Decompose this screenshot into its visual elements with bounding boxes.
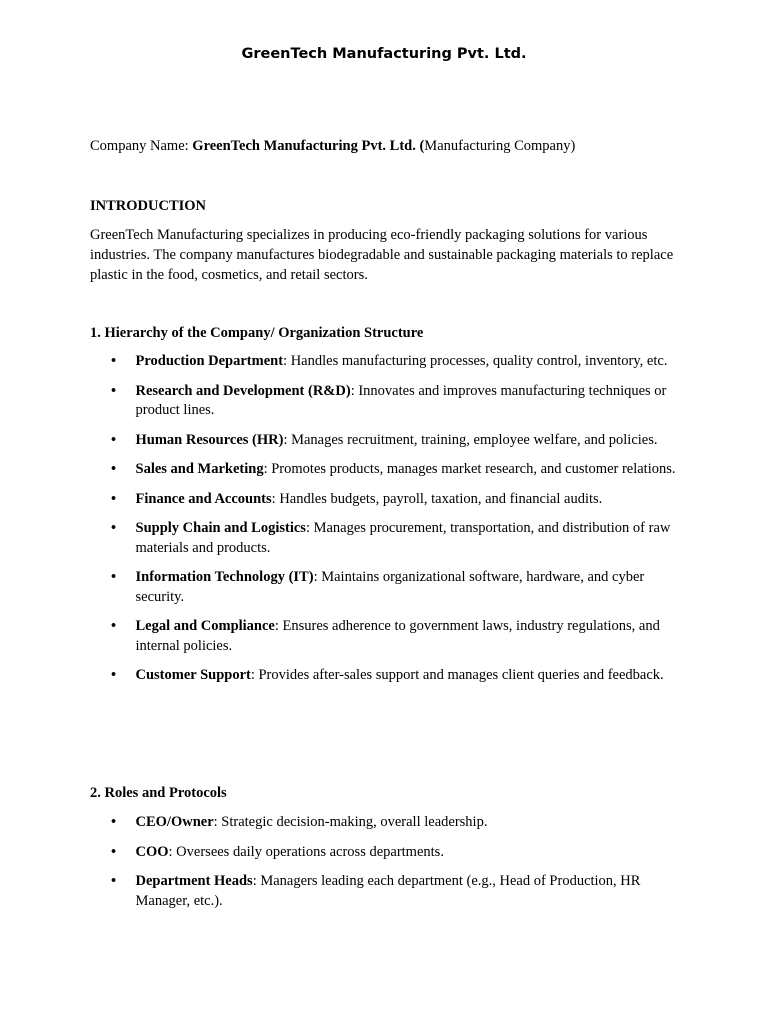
item-term: Human Resources (HR)	[135, 431, 284, 448]
hierarchy-list	[90, 352, 682, 696]
introduction-text: GreenTech Manufacturing specializes in producing eco-friendly packaging solutions for various industries. The company manufactures biodegradable and sustainable packaging materials to replace plastic in the food, cosmetics, and retail sectors.	[90, 227, 674, 283]
list-item	[90, 431, 682, 451]
list-item	[90, 568, 682, 607]
item-term: Research and Development (R&D)	[135, 382, 351, 399]
item-term: Information Technology (IT)	[135, 569, 314, 585]
item-description: : Strategic decision-making, overall leadership.	[213, 814, 488, 830]
item-term: Sales and Marketing	[135, 461, 264, 477]
list-item	[90, 872, 682, 911]
list-item	[90, 813, 682, 833]
company-type: Manufacturing Company)	[424, 138, 576, 154]
item-term: Legal and Compliance	[135, 618, 275, 634]
item-description: : Manages procurement, transportation, and distribution of raw materials and products.	[135, 520, 671, 556]
bullet-icon: •	[111, 382, 117, 399]
item-description: : Manages recruitment, training, employee welfare, and policies.	[283, 431, 658, 448]
company-name-line	[90, 136, 690, 156]
item-description: : Promotes products, manages market research, and customer relations.	[263, 461, 676, 477]
roles-heading: 2. Roles and Protocols	[90, 785, 227, 801]
bullet-icon: •	[111, 569, 117, 585]
hierarchy-heading: 1. Hierarchy of the Company/ Organization Structure	[90, 325, 424, 341]
list-item	[90, 617, 682, 656]
bullet-icon: •	[111, 843, 117, 860]
bullet-icon: •	[111, 618, 117, 634]
list-item	[90, 382, 682, 421]
item-description: : Maintains organizational software, hardware, and cyber security.	[135, 569, 645, 605]
item-description: : Innovates and improves manufacturing techniques or product lines.	[135, 382, 667, 418]
item-term: Customer Support	[135, 667, 251, 683]
item-term: Production Department	[135, 353, 284, 369]
company-name-value: GreenTech Manufacturing Pvt. Ltd. (	[192, 138, 425, 154]
list-item	[90, 460, 682, 480]
item-description: : Handles manufacturing processes, quality control, inventory, etc.	[283, 353, 668, 369]
list-item	[90, 490, 682, 510]
item-description: : Ensures adherence to government laws, industry regulations, and internal policies.	[135, 618, 660, 654]
company-name-label: Company Name:	[90, 138, 193, 154]
bullet-icon: •	[111, 461, 117, 477]
item-description: : Oversees daily operations across departments.	[168, 843, 444, 860]
item-term: CEO/Owner	[135, 814, 214, 830]
document-title: GreenTech Manufacturing Pvt. Ltd.	[241, 46, 527, 62]
roles-list	[90, 813, 682, 921]
item-term: Department Heads	[135, 873, 253, 889]
list-item	[90, 843, 682, 863]
bullet-icon: •	[111, 814, 117, 830]
bullet-icon: •	[111, 520, 117, 536]
bullet-icon: •	[111, 431, 117, 448]
bullet-icon: •	[111, 873, 117, 889]
item-description: : Provides after-sales support and manages client queries and feedback.	[250, 667, 664, 683]
bullet-icon: •	[111, 667, 117, 683]
item-description: : Managers leading each department (e.g., Head of Production, HR Manager, etc.).	[135, 873, 641, 909]
introduction-heading: INTRODUCTION	[90, 198, 207, 214]
bullet-icon: •	[111, 353, 117, 369]
item-term: COO	[135, 843, 169, 860]
list-item	[90, 352, 682, 372]
list-item	[90, 666, 682, 686]
item-term: Finance and Accounts	[135, 490, 272, 507]
list-item	[90, 519, 682, 558]
bullet-icon: •	[111, 490, 117, 507]
item-term: Supply Chain and Logistics	[135, 520, 306, 536]
item-description: : Handles budgets, payroll, taxation, and financial audits.	[271, 490, 603, 507]
